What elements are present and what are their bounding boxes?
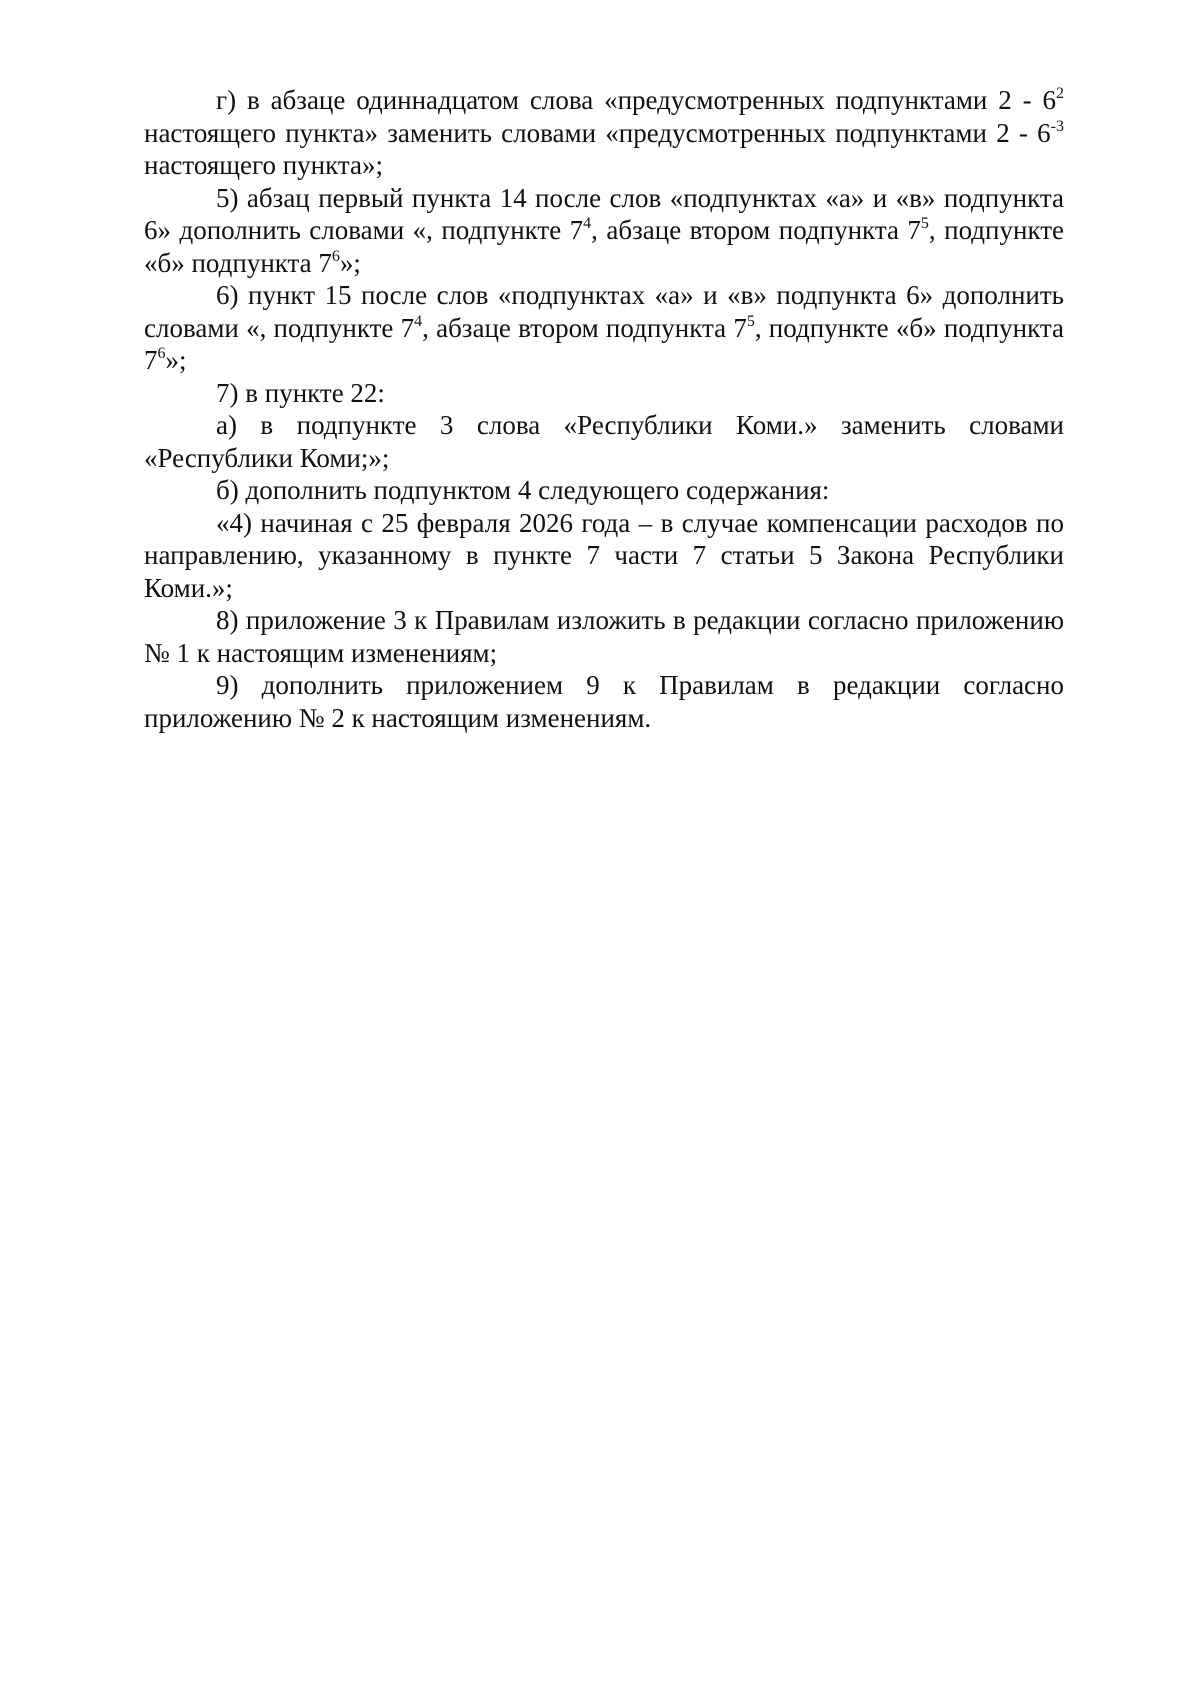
paragraph-8 xyxy=(144,604,1064,669)
paragraph-7 xyxy=(144,377,1064,410)
paragraph-5 xyxy=(144,182,1064,280)
paragraph-7b4 xyxy=(144,507,1064,605)
paragraph-text: »; xyxy=(339,247,361,278)
paragraph-text: 6) пункт 15 после слов «подпунктах «а» и «в» подпункта 6» дополнить словами «, подпункте 7 xyxy=(144,280,1064,343)
paragraph-7b xyxy=(144,474,1064,507)
superscript: 4 xyxy=(414,312,423,330)
superscript: 6 xyxy=(157,345,166,362)
paragraph-text: , подпункте «б» подпункта 7 xyxy=(144,312,1064,375)
superscript: 6 xyxy=(331,247,340,265)
superscript: 2 xyxy=(1056,85,1064,102)
paragraph-text: 8) приложение 3 к Правилам изложить в редакции согласно приложению № 1 к настоящим изменениям; xyxy=(144,605,1064,668)
paragraph-9 xyxy=(144,669,1064,734)
paragraph-g xyxy=(144,84,1064,182)
paragraph-text: , подпункте «б» подпункта 7 xyxy=(144,215,1064,278)
paragraph-text: а) в подпункте 3 слова «Республики Коми.» заменить словами «Республики Коми;»; xyxy=(144,410,1064,473)
superscript: 5 xyxy=(746,312,755,330)
paragraph-text: б) дополнить подпунктом 4 следующего содержания: xyxy=(216,475,830,505)
paragraph-text: 7) в пункте 22: xyxy=(216,377,385,408)
superscript: 4 xyxy=(583,215,592,232)
paragraph-text: г) в абзаце одиннадцатом слова «предусмотренных подпунктами 2 - 6 xyxy=(216,85,1056,115)
paragraph-text: 9) дополнить приложением 9 к Правилам в редакции согласно приложению № 2 к настоящим изменениям. xyxy=(144,670,1064,733)
paragraph-text: 5) абзац первый пункта 14 после слов «подпунктах «а» и «в» подпункта 6» дополнить словами «, подпункте 7 xyxy=(144,182,1064,245)
paragraph-6 xyxy=(144,279,1064,377)
document-body xyxy=(144,84,1064,734)
paragraph-text: , абзаце втором подпункта 7 xyxy=(422,312,747,343)
superscript: -3 xyxy=(1050,117,1064,135)
paragraph-text: , абзаце втором подпункта 7 xyxy=(591,215,921,245)
superscript: 5 xyxy=(920,215,929,232)
paragraph-text: »; xyxy=(165,345,187,375)
paragraph-text: настоящего пункта»; xyxy=(144,150,383,180)
paragraph-7a xyxy=(144,409,1064,474)
paragraph-text: «4) начиная с 25 февраля 2026 года – в случае компенсации расходов по направлению, указанному в пункте 7 части 7 статьи 5 Закона Республики Коми.»; xyxy=(144,507,1064,603)
paragraph-text: настоящего пункта» заменить словами «предусмотренных подпунктами 2 - 6 xyxy=(144,117,1051,148)
